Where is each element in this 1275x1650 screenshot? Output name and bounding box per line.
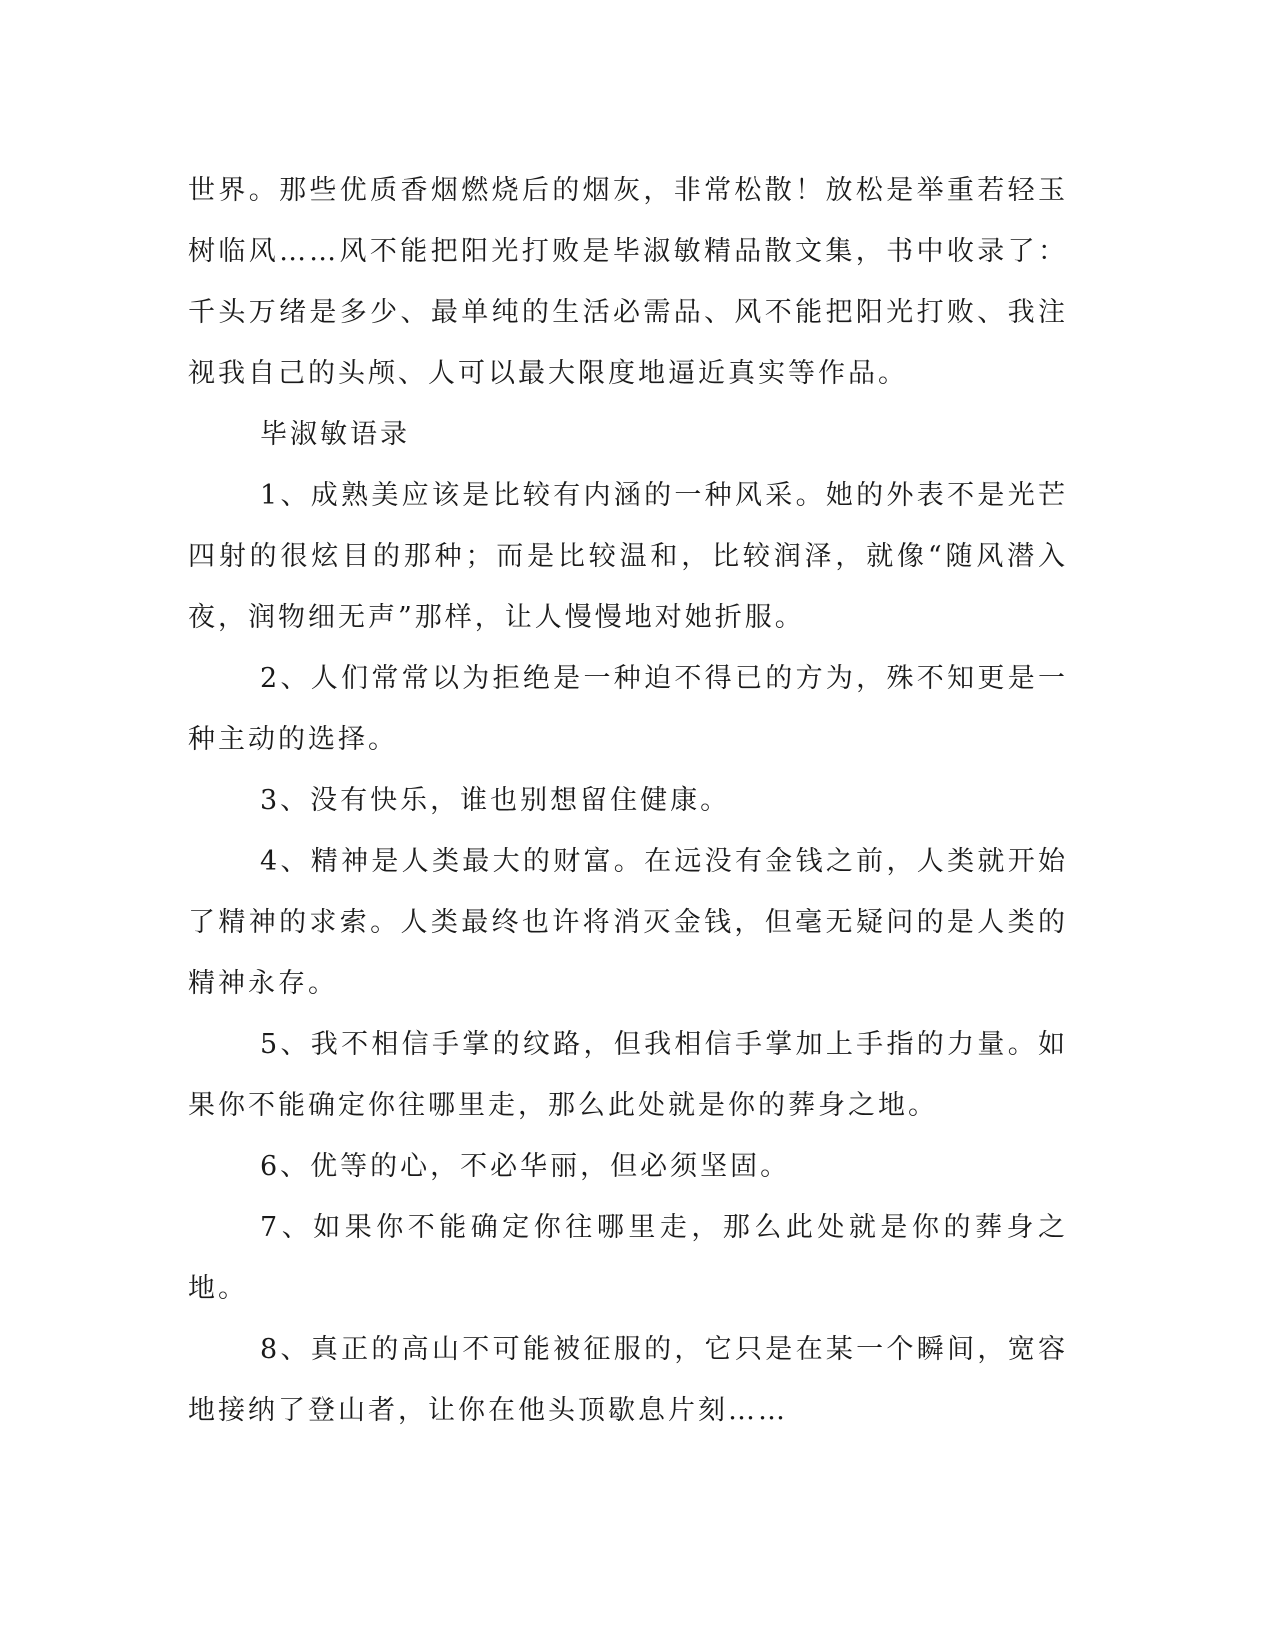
quote-item-5: 5、我不相信手掌的纹路，但我相信手掌加上手指的力量。如果你不能确定你往哪里走，那么此处就是你的葬身之地。 xyxy=(188,1029,1068,1121)
quote-item-3: 3、没有快乐，谁也别想留住健康。 xyxy=(260,785,731,816)
document-body xyxy=(188,160,1068,1441)
quote-item-6: 6、优等的心，不必华丽，但必须坚固。 xyxy=(260,1151,791,1182)
quote-item-8: 8、真正的高山不可能被征服的，它只是在某一个瞬间，宽容地接纳了登山者，让你在他头顶歇息片刻…… xyxy=(188,1334,1068,1426)
quote-item-2: 2、人们常常以为拒绝是一种迫不得已的方为，殊不知更是一种主动的选择。 xyxy=(188,663,1068,755)
paragraph-intro-continued: 世界。那些优质香烟燃烧后的烟灰，非常松散！放松是举重若轻玉树临风……风不能把阳光打败是毕淑敏精品散文集，书中收录了：千头万绪是多少、最单纯的生活必需品、风不能把阳光打败、我注视我自己的头颅、人可以最大限度地逼近真实等作品。 xyxy=(188,175,1068,389)
quote-item-1: 1、成熟美应该是比较有内涵的一种风采。她的外表不是光芒四射的很炫目的那种；而是比较温和，比较润泽，就像“随风潜入夜，润物细无声”那样，让人慢慢地对她折服。 xyxy=(188,480,1068,633)
quote-item-7: 7、如果你不能确定你往哪里走，那么此处就是你的葬身之地。 xyxy=(188,1212,1068,1304)
section-heading-quotes: 毕淑敏语录 xyxy=(260,419,410,450)
quote-item-4: 4、精神是人类最大的财富。在远没有金钱之前，人类就开始了精神的求索。人类最终也许将消灭金钱，但毫无疑问的是人类的精神永存。 xyxy=(188,846,1068,999)
